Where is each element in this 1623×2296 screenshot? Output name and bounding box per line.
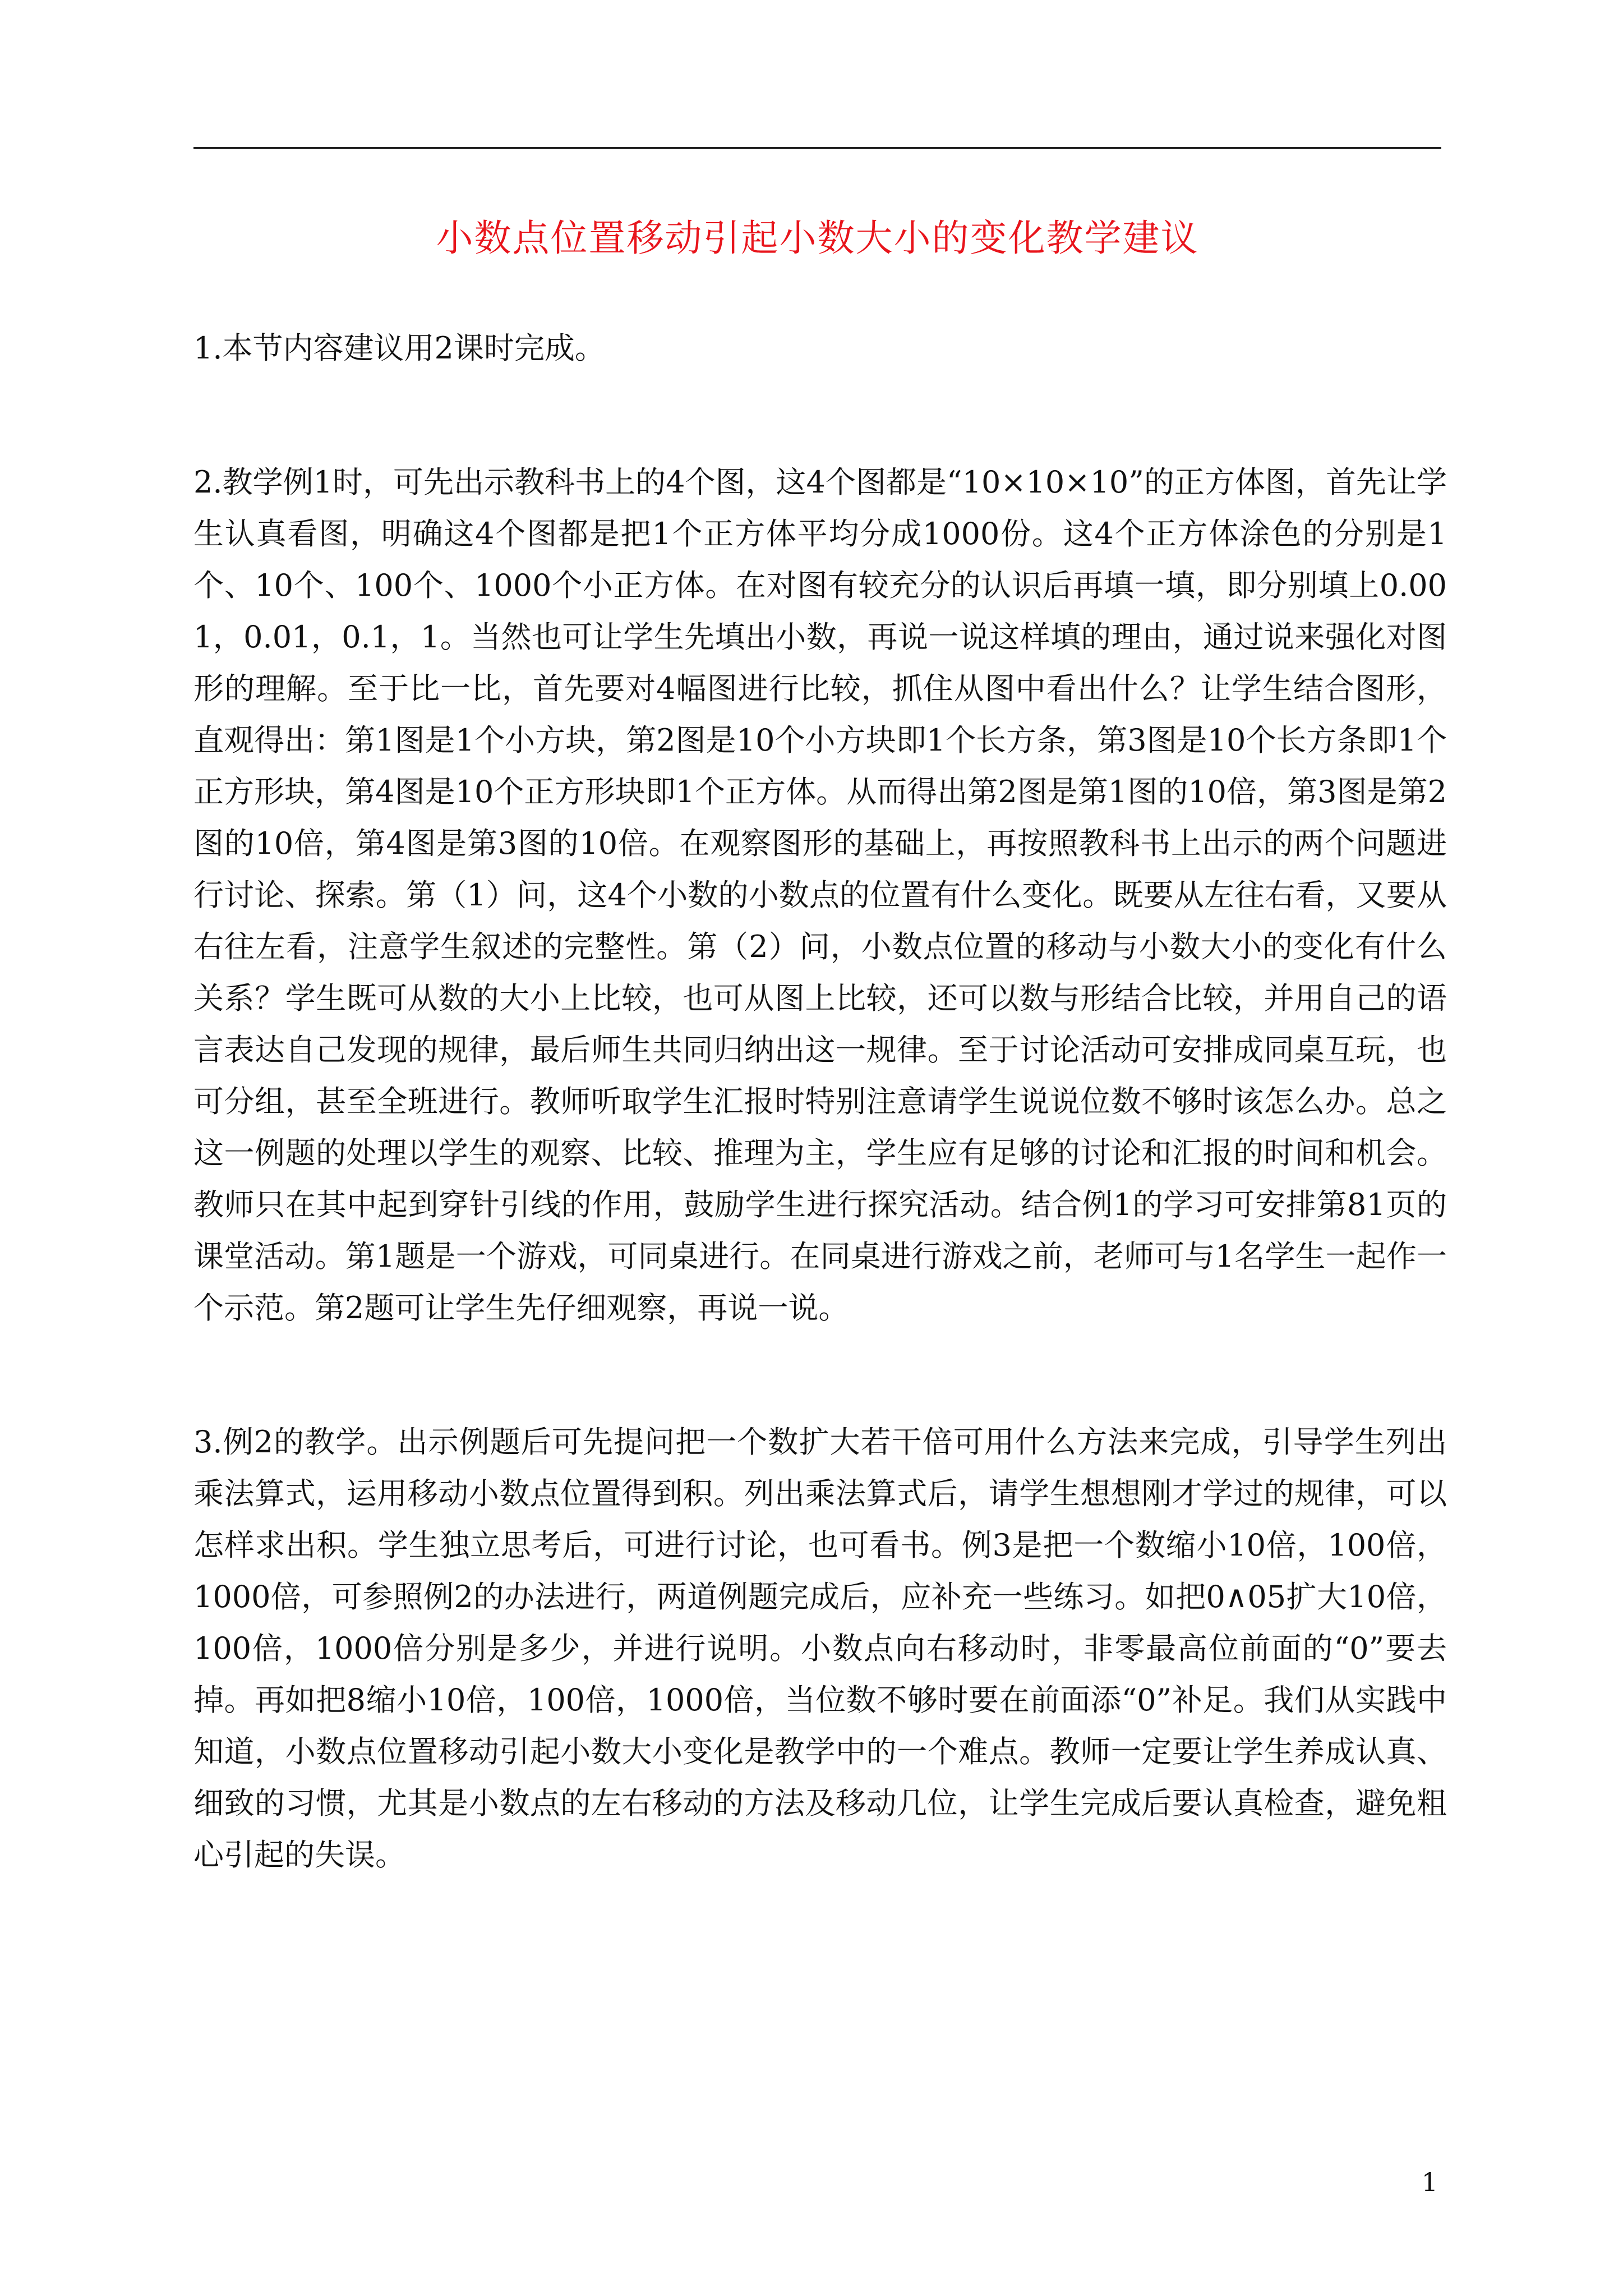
header-rule [193,147,1441,149]
document-title: 小数点位置移动引起小数大小的变化教学建议 [436,217,1199,260]
paragraph-1: 1.本节内容建议用2课时完成。 [193,330,605,366]
document-body [193,323,1447,1963]
paragraph-3: 3.例2的教学。出示例题后可先提问把一个数扩大若干倍可用什么方法来完成，引导学生列出乘法算式，运用移动小数点位置得到积。列出乘法算式后，请学生想想刚才学过的规律，可以怎样求出积。学生独立思考后，可进行讨论，也可看书。例3是把一个数缩小10倍，100倍，1000倍，可参照例2的办法进行，两道例题完成后，应补充一些练习。如把0∧05扩大10倍，100倍，1000倍分别是多少，并进行说明。小数点向右移动时，非零最高位前面的“0”要去掉。再如把8缩小10倍，100倍，1000倍，当位数不够时要在前面添“0”补足。我们从实践中知道，小数点位置移动引起小数大小变化是教学中的一个难点。教师一定要让学生养成认真、细致的习惯，尤其是小数点的左右移动的方法及移动几位，让学生完成后要认真检查，避免粗心引起的失误。 [193,1424,1447,1872]
page-number: 1 [1421,2167,1438,2197]
paragraph-2: 2.教学例1时，可先出示教科书上的4个图，这4个图都是“10×10×10”的正方体图，首先让学生认真看图，明确这4个图都是把1个正方体平均分成1000份。这4个正方体涂色的分别是1个、10个、100个、1000个小正方体。在对图有较充分的认识后再填一填，即分别填上0.001，0.01，0.1，1。当然也可让学生先填出小数，再说一说这样填的理由，通过说来强化对图形的理解。至于比一比，首先要对4幅图进行比较，抓住从图中看出什么？让学生结合图形，直观得出：第1图是1个小方块，第2图是10个小方块即1个长方条，第3图是10个长方条即1个正方形块，第4图是10个正方形块即1个正方体。从而得出第2图是第1图的10倍，第3图是第2图的10倍，第4图是第3图的10倍。在观察图形的基础上，再按照教科书上出示的两个问题进行讨论、探索。第（1）问，这4个小数的小数点的位置有什么变化。既要从左往右看，又要从右往左看，注意学生叙述的完整性。第（2）问，小数点位置的移动与小数大小的变化有什么关系？学生既可从数的大小上比较，也可从图上比较，还可以数与形结合比较，并用自己的语言表达自己发现的规律，最后师生共同归纳出这一规律。至于讨论活动可安排成同桌互玩，也可分组，甚至全班进行。教师听取学生汇报时特别注意请学生说说位数不够时该怎么办。总之这一例题的处理以学生的观察、比较、推理为主，学生应有足够的讨论和汇报的时间和机会。教师只在其中起到穿针引线的作用，鼓励学生进行探究活动。结合例1的学习可安排第81页的课堂活动。第1题是一个游戏，可同桌进行。在同桌进行游戏之前，老师可与1名学生一起作一个示范。第2题可让学生先仔细观察，再说一说。 [193,464,1447,1326]
